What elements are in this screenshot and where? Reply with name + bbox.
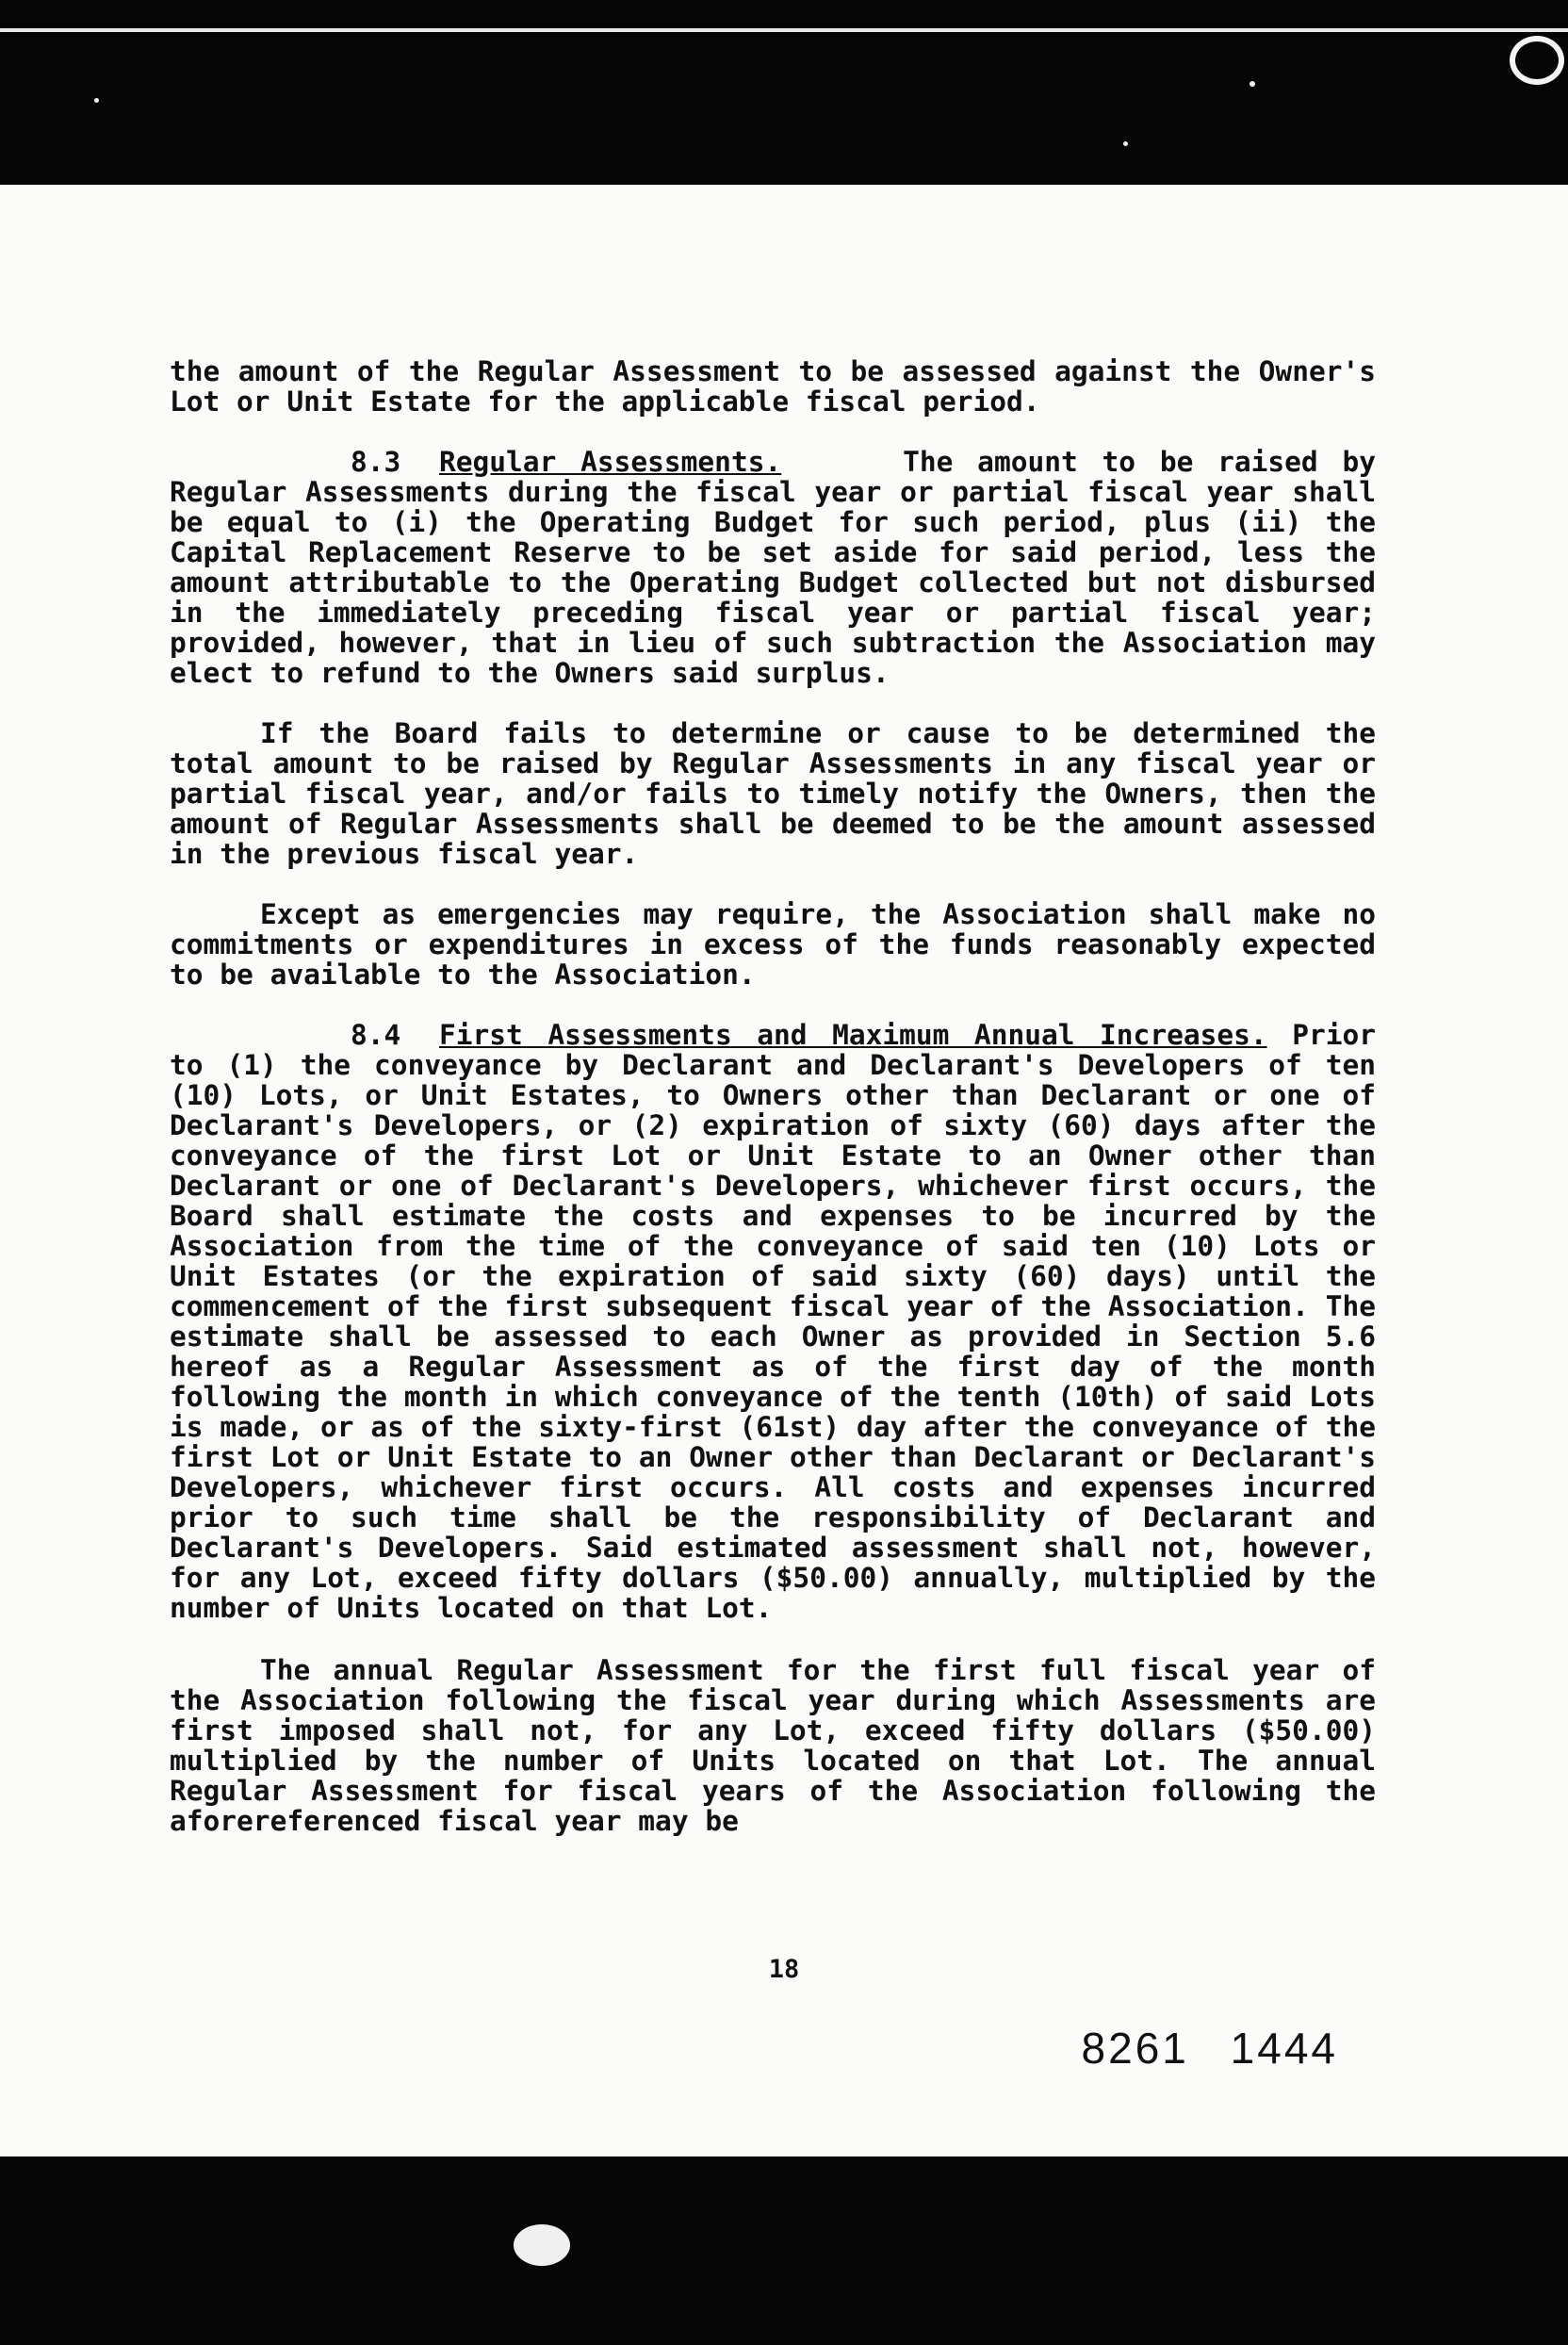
section-number: 8.3 (351, 446, 401, 478)
section-8-3 (170, 447, 1376, 688)
section-heading: First Assessments and Maximum Annual Increases. (439, 1019, 1267, 1051)
scan-edge-line (0, 28, 1568, 32)
scan-speck (1250, 81, 1255, 87)
punch-hole (1510, 36, 1564, 85)
scan-speck (94, 98, 99, 103)
scan-speck (514, 2224, 570, 2266)
section-text: The amount to be raised by Regular Assessments during the fiscal year or partial fiscal year shall be equal to (i) the Operating Budget for such period, plus (ii) the Capital Replacement Reserve to be set aside for said period, less the amount attributable to the Operating Budget collected but not disbursed in the immediately preceding fiscal year or partial fiscal year; provided, however, that in lieu of such subtraction the Association may elect to refund to the Owners said surplus. (170, 446, 1376, 689)
page-number: 18 (768, 1955, 800, 1984)
section-number: 8.4 (351, 1019, 401, 1051)
section-8-4 (170, 1020, 1376, 1623)
paragraph-annual-assessment: The annual Regular Assessment for the first full fiscal year of the Association following the fiscal year during which Assessments are first imposed shall not, for any Lot, exceed fifty dollars ($50.00) multiplied by the number of Units located on that Lot. The annual Regular Assessment for fiscal years of the Association following the aforereferenced fiscal year may be (170, 1654, 1376, 1837)
document-body (170, 356, 1376, 1866)
paragraph-board-fails: If the Board fails to determine or cause to be determined the total amount to be raised by Regular Assessments in any fiscal year or partial fiscal year, and/or fails to timely notify the Owners, then the amount of Regular Assessments shall be deemed to be the amount assessed in the previous fiscal year. (170, 717, 1376, 870)
recording-stamp: 8261 1444 (1081, 2024, 1338, 2073)
scan-speck (1123, 141, 1128, 146)
section-heading: Regular Assessments. (439, 446, 782, 478)
paragraph-continued: the amount of the Regular Assessment to be assessed against the Owner's Lot or Unit Estate for the applicable fiscal period. (170, 355, 1376, 418)
section-text: Prior to (1) the conveyance by Declarant and Declarant's Developers of ten (10) Lots, or Unit Estates, to Owners other than Declarant or one of Declarant's Developers, or (2) expiration of sixty (60) days after the conveyance of the first Lot or Unit Estate to an Owner other than Declarant or one of Declarant's Developers, whichever first occurs, the Board shall estimate the costs and expenses to be incurred by the Association from the time of the conveyance of said ten (10) Lots or Unit Estates (or the expiration of said sixty (60) days) until the commencement of the first subsequent fiscal year of the Association. The estimate shall be assessed to each Owner as provided in Section 5.6 hereof as a Regular Assessment as of the first day of the month following the month in which conveyance of the tenth (10th) of said Lots is made, or as of the sixty-first (61st) day after the conveyance of the first Lot or Unit Estate to an Owner other than Declarant or Declarant's Developers, whichever first occurs. All costs and expenses incurred prior to such time shall be the responsibility of Declarant and Declarant's Developers. Said estimated assessment shall not, however, for any Lot, exceed fifty dollars ($50.00) annually, multiplied by the number of Units located on that Lot. (170, 1019, 1376, 1624)
paragraph-emergencies: Except as emergencies may require, the Association shall make no commitments or expenditures in excess of the funds reasonably expected to be available to the Association. (170, 898, 1376, 991)
